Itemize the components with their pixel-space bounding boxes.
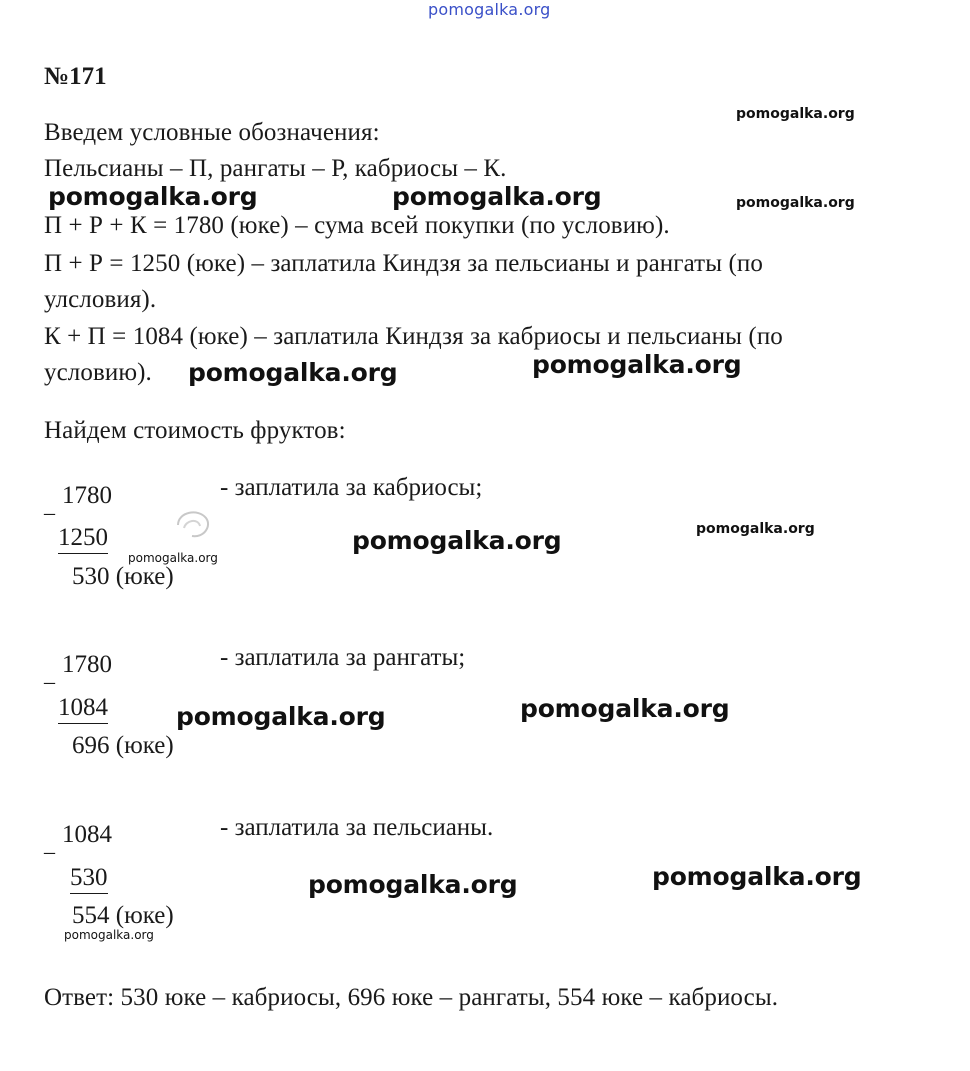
intro-line-5: улсловия). [44,286,157,313]
header-watermark[interactable]: pomogalka.org [428,0,551,19]
minuend: 1780 [62,651,112,678]
answer-line: Ответ: 530 юке – кабриосы, 696 юке – рангаты, 554 юке – кабриосы. [44,984,779,1011]
difference: 554 (юке) [72,902,174,929]
watermark: pomogalka.org [188,358,398,387]
problem-number: №171 [44,63,107,90]
calculation-note: - заплатила за кабриосы; [220,474,483,501]
subtrahend: 1084 [58,693,108,724]
watermark: pomogalka.org [308,870,518,899]
watermark: pomogalka.org [48,182,258,211]
watermark: pomogalka.org [64,928,154,942]
watermark: pomogalka.org [696,521,815,537]
watermark: pomogalka.org [736,106,855,122]
minus-sign: _ [44,661,55,686]
minuend: 1780 [62,482,112,509]
difference: 530 (юке) [72,563,174,590]
intro-line-4: П + Р = 1250 (юке) – заплатила Киндзя за пельсианы и рангаты (по [44,250,763,277]
intro-line-3: П + Р + К = 1780 (юке) – сума всей покупки (по условию). [44,212,670,239]
watermark: pomogalka.org [736,195,855,211]
watermark: pomogalka.org [352,526,562,555]
subtrahend: 530 [70,863,108,894]
watermark: pomogalka.org [176,702,386,731]
minus-sign: _ [44,831,55,856]
intro-line-1: Введем условные обозначения: [44,119,380,146]
minuend: 1084 [62,821,112,848]
watermark: pomogalka.org [532,350,742,379]
watermark: pomogalka.org [520,694,730,723]
intro-line-6: К + П = 1084 (юке) – заплатила Киндзя за кабриосы и пельсианы (по [44,323,783,350]
swirl-watermark-icon [168,500,218,550]
intro-line-2: Пельсианы – П, рангаты – Р, кабриосы – К. [44,155,507,182]
subtrahend: 1250 [58,523,108,554]
watermark: pomogalka.org [128,551,218,565]
calculation-note: - заплатила за пельсианы. [220,814,494,841]
watermark: pomogalka.org [392,182,602,211]
minus-sign: _ [44,492,55,517]
watermark: pomogalka.org [652,862,862,891]
intro-line-7: условию). [44,359,152,386]
intro-line-8: Найдем стоимость фруктов: [44,417,346,444]
calculation-note: - заплатила за рангаты; [220,644,466,671]
difference: 696 (юке) [72,732,174,759]
